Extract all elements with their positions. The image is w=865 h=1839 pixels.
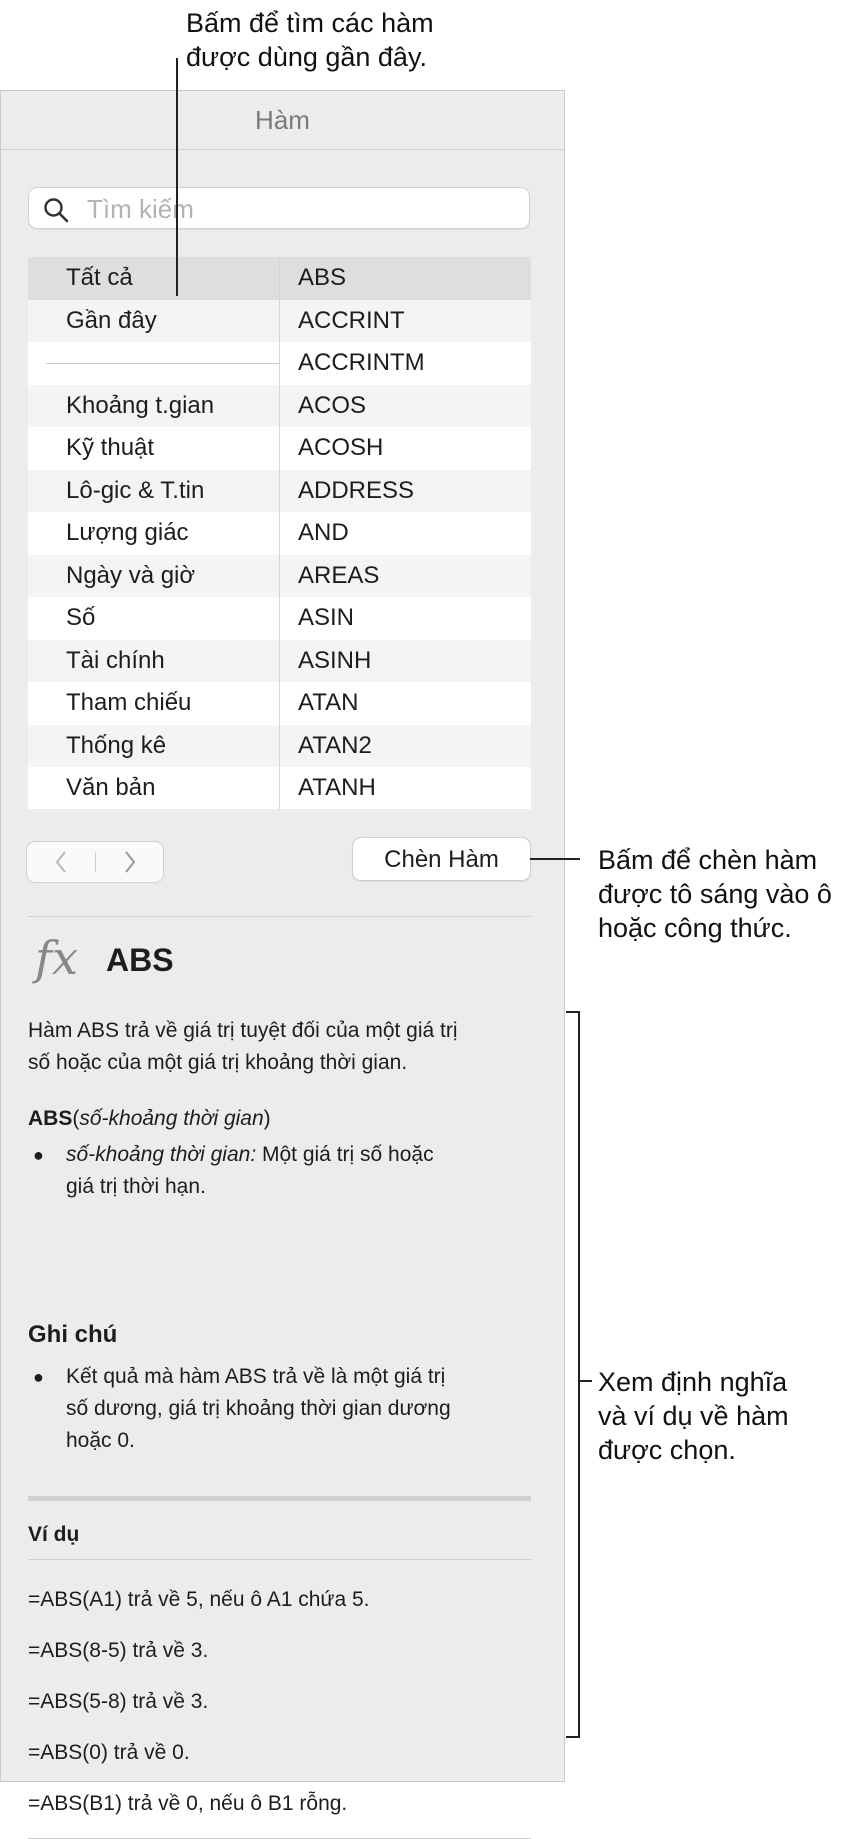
- function-title: ABS: [106, 942, 174, 978]
- category-item[interactable]: Khoảng t.gian: [28, 385, 279, 428]
- function-item[interactable]: ASIN: [298, 604, 355, 631]
- function-item[interactable]: ATANH: [298, 774, 376, 801]
- callout-definition: [598, 1365, 789, 1467]
- notes-heading: Ghi chú: [28, 1321, 118, 1348]
- category-separator: [28, 342, 279, 385]
- callout-line: được tô sáng vào ô: [598, 879, 832, 909]
- function-item[interactable]: ACCRINTM: [298, 349, 425, 376]
- function-item-selected[interactable]: ABS: [280, 257, 531, 300]
- note-line: số dương, giá trị khoảng thời gian dương: [66, 1397, 451, 1420]
- search-field[interactable]: [28, 187, 530, 229]
- bullet-icon: ●: [33, 1145, 44, 1165]
- callout-recent-functions: [186, 6, 434, 74]
- example-line: =ABS(5-8) trả về 3.: [28, 1690, 209, 1713]
- note-line: Kết quả mà hàm ABS trả về là một giá trị: [66, 1365, 446, 1388]
- callout-line: và ví dụ về hàm: [598, 1401, 789, 1431]
- syntax-close: ): [263, 1107, 271, 1130]
- category-item-all[interactable]: Tất cả: [28, 257, 279, 300]
- syntax-name: ABS: [28, 1107, 73, 1130]
- function-item[interactable]: AREAS: [280, 555, 531, 598]
- search-icon: [43, 197, 69, 223]
- callout-line: được chọn.: [598, 1435, 736, 1465]
- bracket-line: [578, 1011, 580, 1738]
- function-item[interactable]: ACOSH: [298, 434, 384, 461]
- category-item[interactable]: Lô-gic & T.tin: [28, 470, 279, 513]
- category-item[interactable]: Ngày và giờ: [28, 555, 279, 598]
- section-divider: [28, 1496, 531, 1501]
- chevron-left-icon: [54, 850, 68, 874]
- callout-line: hoặc công thức.: [598, 913, 792, 943]
- example-line: =ABS(A1) trả về 5, nếu ô A1 chứa 5.: [28, 1588, 370, 1611]
- callout-line: Xem định nghĩa: [598, 1367, 788, 1397]
- bracket-cap-bottom: [566, 1736, 580, 1738]
- category-item[interactable]: Thống kê: [28, 725, 279, 768]
- history-nav: [26, 841, 164, 883]
- callout-line: Bấm để chèn hàm: [598, 845, 818, 875]
- chevron-right-icon: [123, 850, 137, 874]
- function-list: [280, 257, 531, 810]
- functions-panel: [0, 90, 565, 1815]
- search-input[interactable]: [85, 188, 519, 230]
- function-item[interactable]: ADDRESS: [280, 470, 531, 513]
- leader-line-top: [176, 58, 178, 296]
- function-item[interactable]: ATAN2: [280, 725, 531, 768]
- callout-line: Bấm để tìm các hàm: [186, 8, 434, 38]
- category-item[interactable]: Tham chiếu: [66, 689, 192, 716]
- divider: [28, 1559, 531, 1560]
- note-line: hoặc 0.: [66, 1429, 135, 1452]
- insert-function-button[interactable]: Chèn Hàm: [352, 837, 531, 881]
- category-item-recent[interactable]: Gần đây: [28, 300, 279, 343]
- category-item[interactable]: Lượng giác: [66, 519, 189, 546]
- summary-line: Hàm ABS trả về giá trị tuyệt đối của một giá trị: [28, 1019, 458, 1042]
- category-item[interactable]: Số: [66, 604, 96, 631]
- bracket-cap-top: [566, 1011, 580, 1013]
- function-item[interactable]: AND: [298, 519, 349, 546]
- function-browser: [28, 257, 531, 809]
- callout-insert-function: [598, 843, 832, 945]
- back-button[interactable]: [27, 842, 95, 882]
- example-line: =ABS(8-5) trả về 3.: [28, 1639, 209, 1662]
- category-item[interactable]: Tài chính: [28, 640, 279, 683]
- summary-line: số hoặc của một giá trị khoảng thời gian.: [28, 1051, 408, 1074]
- example-line: =ABS(B1) trả về 0, nếu ô B1 rỗng.: [28, 1792, 348, 1815]
- examples-heading: Ví dụ: [28, 1523, 80, 1546]
- divider: [28, 916, 531, 917]
- syntax-arg: số-khoảng thời gian: [79, 1107, 264, 1130]
- function-item[interactable]: ACCRINT: [280, 300, 531, 343]
- category-item[interactable]: Kỹ thuật: [66, 434, 155, 461]
- syntax-open: (: [72, 1107, 80, 1130]
- function-item[interactable]: ASINH: [280, 640, 531, 683]
- category-list: [28, 257, 279, 810]
- leader-line-right: [530, 858, 580, 860]
- argument-name: số-khoảng thời gian:: [66, 1143, 257, 1166]
- example-line: =ABS(0) trả về 0.: [28, 1741, 190, 1764]
- forward-button[interactable]: [96, 842, 164, 882]
- function-item[interactable]: ATAN: [298, 689, 359, 716]
- argument-line: [66, 1139, 526, 1171]
- bracket-pointer: [578, 1380, 592, 1382]
- fx-icon: fx: [35, 931, 78, 985]
- callout-line: được dùng gần đây.: [186, 42, 427, 72]
- syntax: [28, 1103, 538, 1135]
- argument-line: giá trị thời hạn.: [66, 1175, 206, 1198]
- category-item[interactable]: Văn bản: [66, 774, 156, 801]
- panel-title: Hàm: [1, 91, 564, 150]
- argument-desc: Một giá trị số hoặc: [256, 1143, 434, 1166]
- function-item[interactable]: ACOS: [280, 385, 531, 428]
- bullet-icon: ●: [33, 1367, 44, 1387]
